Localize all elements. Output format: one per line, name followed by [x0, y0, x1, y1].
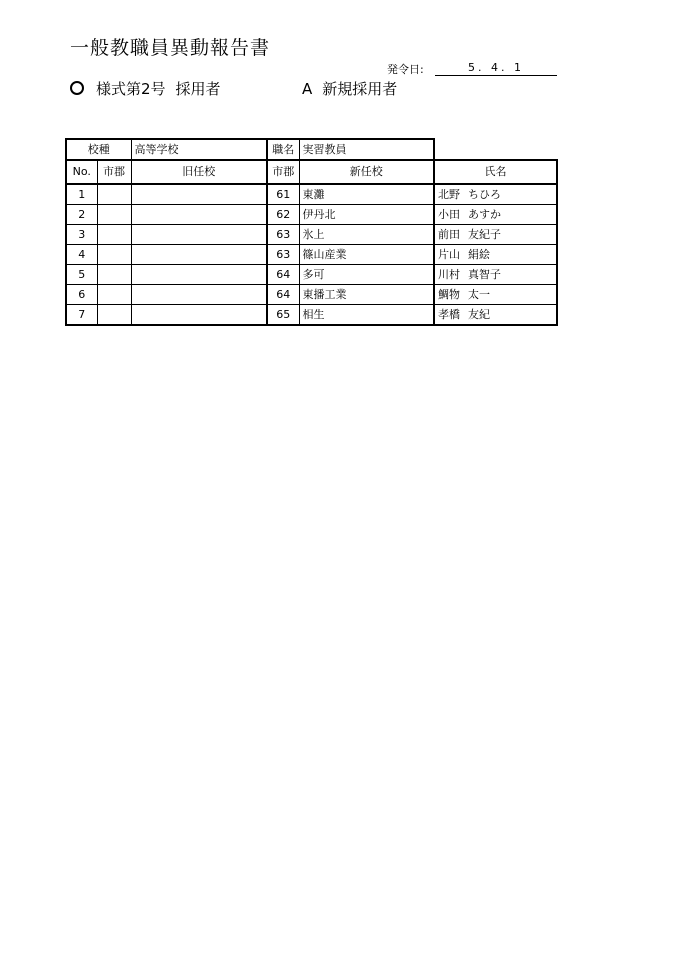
document-title: 一般教職員異動報告書	[70, 37, 271, 59]
category-line	[302, 78, 397, 99]
issue-date-value: 5. 4. 1	[435, 61, 557, 76]
position-value: 実習教員	[299, 139, 434, 160]
header-old-city: 市郡	[97, 160, 131, 184]
row-surname: 鯛物	[438, 288, 460, 301]
row-surname: 川村	[438, 268, 460, 281]
row-old-city	[97, 285, 131, 305]
row-old-city	[97, 225, 131, 245]
row-old-school	[131, 285, 267, 305]
row-name	[434, 265, 557, 285]
table-row	[66, 225, 557, 245]
row-name	[434, 184, 557, 205]
header-no: No.	[66, 160, 97, 184]
school-type-label: 校種	[66, 139, 131, 160]
row-no: 4	[66, 245, 97, 265]
table-row	[66, 265, 557, 285]
row-old-city	[97, 184, 131, 205]
row-new-city: 64	[267, 265, 299, 285]
row-new-school: 篠山産業	[299, 245, 434, 265]
row-old-school	[131, 184, 267, 205]
row-given-name: 絹絵	[468, 248, 490, 261]
row-old-school	[131, 245, 267, 265]
transfer-report-table	[65, 138, 558, 326]
info-row	[66, 139, 557, 160]
row-surname: 北野	[438, 188, 460, 201]
row-name	[434, 205, 557, 225]
row-new-school: 氷上	[299, 225, 434, 245]
row-new-city: 64	[267, 285, 299, 305]
row-old-school	[131, 265, 267, 285]
row-no: 1	[66, 184, 97, 205]
row-given-name: 友紀子	[468, 228, 501, 241]
form-number: 様式第2号	[96, 80, 166, 98]
row-no: 6	[66, 285, 97, 305]
row-given-name: ちひろ	[468, 188, 501, 201]
row-no: 7	[66, 305, 97, 326]
row-old-city	[97, 245, 131, 265]
row-no: 3	[66, 225, 97, 245]
row-old-school	[131, 305, 267, 326]
row-surname: 前田	[438, 228, 460, 241]
row-old-school	[131, 205, 267, 225]
row-new-city: 63	[267, 245, 299, 265]
header-row	[66, 160, 557, 184]
header-new-school: 新任校	[299, 160, 434, 184]
row-new-city: 61	[267, 184, 299, 205]
row-no: 2	[66, 205, 97, 225]
table-row	[66, 245, 557, 265]
issue-date-label: 発令日:	[387, 63, 424, 76]
table-row	[66, 205, 557, 225]
row-new-school: 相生	[299, 305, 434, 326]
row-surname: 片山	[438, 248, 460, 261]
row-new-school: 東播工業	[299, 285, 434, 305]
row-no: 5	[66, 265, 97, 285]
header-name: 氏名	[434, 160, 557, 184]
row-new-school: 多可	[299, 265, 434, 285]
row-given-name: 太一	[468, 288, 490, 301]
header-new-city: 市郡	[267, 160, 299, 184]
row-old-city	[97, 305, 131, 326]
table-row	[66, 285, 557, 305]
row-old-city	[97, 265, 131, 285]
row-given-name: 友紀	[468, 308, 490, 321]
row-new-city: 63	[267, 225, 299, 245]
row-given-name: あすか	[468, 208, 501, 221]
blank-cell	[434, 139, 557, 160]
row-surname: 孝橋	[438, 308, 460, 321]
row-name	[434, 285, 557, 305]
row-new-school: 東灘	[299, 184, 434, 205]
row-new-school: 伊丹北	[299, 205, 434, 225]
row-name	[434, 245, 557, 265]
circle-icon	[70, 81, 84, 95]
category-name: 新規採用者	[322, 80, 398, 98]
table-row	[66, 305, 557, 326]
row-name	[434, 225, 557, 245]
row-old-city	[97, 205, 131, 225]
row-name	[434, 305, 557, 326]
row-new-city: 62	[267, 205, 299, 225]
table-row	[66, 184, 557, 205]
row-new-city: 65	[267, 305, 299, 326]
school-type-value: 高等学校	[131, 139, 267, 160]
row-given-name: 真智子	[468, 268, 501, 281]
row-old-school	[131, 225, 267, 245]
header-old-school: 旧任校	[131, 160, 267, 184]
position-label: 職名	[267, 139, 299, 160]
form-type: 採用者	[175, 80, 221, 98]
row-surname: 小田	[438, 208, 460, 221]
category-code: A	[302, 80, 313, 98]
form-line	[70, 78, 221, 99]
